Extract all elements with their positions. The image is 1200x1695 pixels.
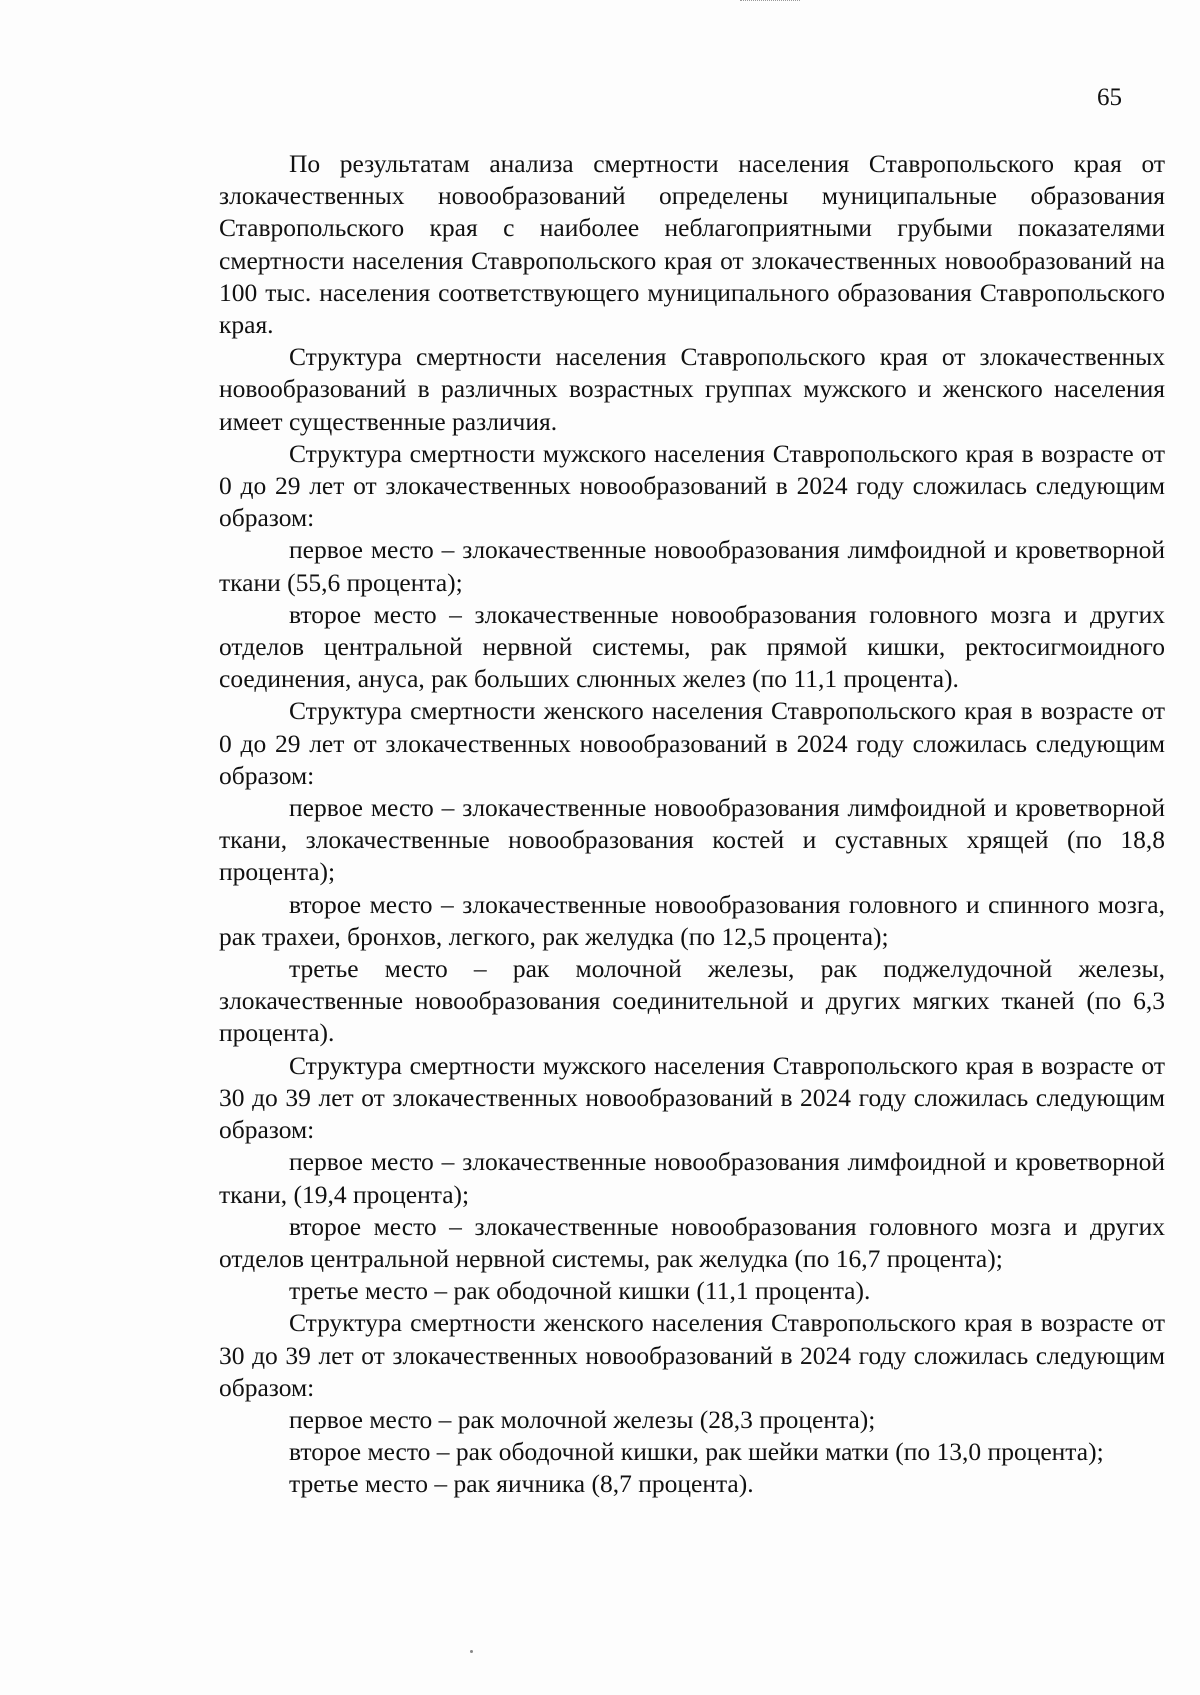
paragraph-male-30-39: Структура смертности мужского населения Ставропольского края в возрасте от 30 до 39 лет от злокачественных новообразований в 2024 году сложилась следующим образом: xyxy=(219,1050,1165,1145)
list-item-female-0-29-third: третье место – рак молочной железы, рак поджелудочной железы, злокачественные новообразования соединительной и других мягких тканей (по 6,3 процента). xyxy=(219,954,1165,1048)
list-item-female-0-29-first: первое место – злокачественные новообразования лимфоидной и кроветворной ткани, злокачественные новообразования костей и суставных хрящей (по 18,8 процента); xyxy=(219,793,1165,887)
paragraph-male-0-29: Структура смертности мужского населения Ставропольского края в возрасте от 0 до 29 лет от злокачественных новообразований в 2024 году сложилась следующим образом: xyxy=(219,438,1165,533)
scan-artifact xyxy=(740,0,800,4)
paragraph-structure-overview: Структура смертности населения Ставропольского края от злокачественных новообразований в различных возрастных группах мужского и женского населения имеет существенные различия. xyxy=(219,342,1165,436)
list-item-female-30-39-first: первое место – рак молочной железы (28,3 процента); xyxy=(289,1404,876,1434)
list-item-male-0-29-first: первое место – злокачественные новообразования лимфоидной и кроветворной ткани (55,6 процента); xyxy=(219,535,1165,597)
list-item-female-0-29-second: второе место – злокачественные новообразования головного и спинного мозга, рак трахеи, бронхов, легкого, рак желудка (по 12,5 процента); xyxy=(219,889,1165,951)
list-item-female-30-39-third: третье место – рак яичника (8,7 процента). xyxy=(289,1469,754,1499)
page-number: 65 xyxy=(1097,84,1122,111)
list-item-male-30-39-second: второе место – злокачественные новообразования головного мозга и других отделов центральной нервной системы, рак желудка (по 16,7 процента); xyxy=(219,1211,1165,1273)
list-item-male-30-39-third: третье место – рак ободочной кишки (11,1 процента). xyxy=(289,1276,871,1306)
body-text xyxy=(219,148,1165,1501)
paragraph-intro: По результатам анализа смертности населения Ставропольского края от злокачественных новообразований определены муниципальные образования Ставропольского края с наиболее неблагоприятными грубыми показателями смертности населения Ставропольского края от злокачественных новообразований на 100 тыс. населения соответствующего муниципального образования Ставропольского края. xyxy=(219,149,1165,340)
list-item-male-0-29-second: второе место – злокачественные новообразования головного мозга и других отделов центральной нервной системы, рак прямой кишки, ректосигмоидного соединения, ануса, рак больших слюнных желез (по 11,1 процента). xyxy=(219,599,1165,694)
paragraph-female-30-39: Структура смертности женского населения Ставропольского края в возрасте от 30 до 39 лет от злокачественных новообразований в 2024 году сложилась следующим образом: xyxy=(219,1308,1165,1402)
scan-artifact-dot xyxy=(470,1650,473,1653)
list-item-female-30-39-second: второе место – рак ободочной кишки, рак шейки матки (по 13,0 процента); xyxy=(289,1437,1104,1467)
paragraph-female-0-29: Структура смертности женского населения Ставропольского края в возрасте от 0 до 29 лет от злокачественных новообразований в 2024 году сложилась следующим образом: xyxy=(219,696,1165,790)
list-item-male-30-39-first: первое место – злокачественные новообразования лимфоидной и кроветворной ткани, (19,4 процента); xyxy=(219,1147,1165,1209)
